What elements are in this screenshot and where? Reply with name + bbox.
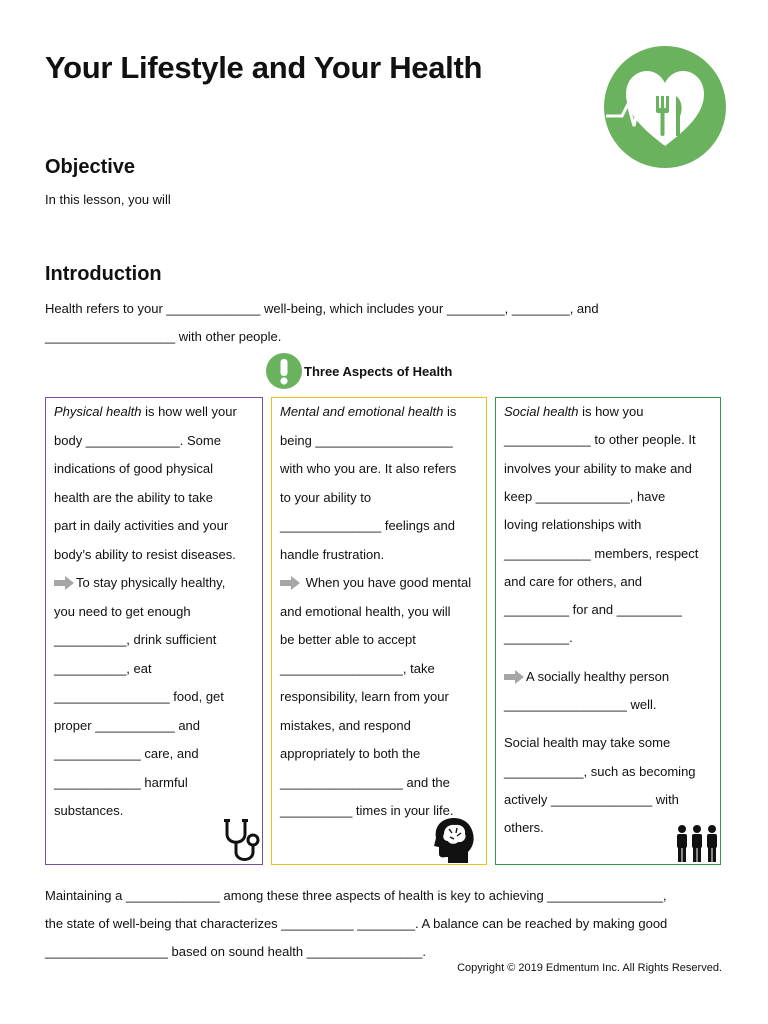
social-line-text: _________ for and _________ bbox=[504, 602, 682, 618]
mental-text-line bbox=[280, 460, 456, 478]
mental-line-text: responsibility, learn from your bbox=[280, 689, 449, 704]
social-text-line bbox=[504, 431, 696, 449]
physical-text-line bbox=[54, 660, 152, 678]
physical-text-line bbox=[54, 403, 237, 421]
conclusion-line-1: Maintaining a _____________ among these three aspects of health is key to achieving ________________, bbox=[45, 888, 667, 903]
mental-text-line bbox=[280, 802, 453, 820]
heart-utensils-pulse-icon bbox=[604, 46, 726, 168]
arrow-right-icon bbox=[280, 576, 300, 590]
social-text-line bbox=[504, 734, 670, 752]
mental-line-text: _________________, take bbox=[280, 660, 435, 676]
physical-text-line bbox=[54, 631, 216, 649]
social-health-box bbox=[495, 397, 721, 865]
physical-line-text: To stay physically healthy, bbox=[76, 575, 226, 590]
mental-line-text: with who you are. It also refers bbox=[280, 461, 457, 476]
physical-line-text: ________________ food, get bbox=[54, 689, 224, 704]
mental-text-line bbox=[280, 489, 371, 507]
social-text-line bbox=[504, 819, 544, 837]
physical-text-line bbox=[54, 688, 224, 706]
social-line-text: and care for others, and bbox=[504, 573, 643, 589]
mental-line-text: mistakes, and respond bbox=[280, 717, 411, 733]
social-line-text: _________________ well. bbox=[504, 697, 657, 712]
physical-text-line bbox=[54, 460, 213, 478]
mental-line-text: When you have good mental bbox=[302, 575, 472, 590]
mental-line-text: and emotional health, you will bbox=[280, 603, 451, 619]
physical-text-line bbox=[54, 802, 123, 820]
page-title: Your Lifestyle and Your Health bbox=[45, 50, 483, 85]
arrow-right-icon bbox=[504, 670, 524, 684]
social-line-text: _________. bbox=[504, 630, 573, 646]
mental-line-text: is bbox=[443, 404, 457, 419]
objective-heading: Objective bbox=[45, 156, 136, 178]
arrow-right-icon bbox=[54, 576, 74, 590]
social-line-text: others. bbox=[504, 820, 544, 836]
social-text-line bbox=[504, 403, 644, 421]
mental-text-line bbox=[280, 574, 471, 592]
physical-line-text: ____________ harmful bbox=[54, 774, 188, 790]
exclamation-circle-icon bbox=[266, 353, 302, 389]
mental-emotional-health-box bbox=[271, 397, 487, 865]
head-brain-icon bbox=[432, 816, 476, 864]
conclusion-line-3: _________________ based on sound health ________________. bbox=[45, 944, 426, 959]
social-text-line bbox=[504, 573, 642, 591]
mental-line-text: _________________ and the bbox=[280, 774, 450, 790]
social-text-line bbox=[504, 516, 641, 534]
physical-text-line bbox=[54, 745, 199, 763]
physical-line-text: you need to get enough bbox=[54, 603, 191, 619]
physical-line-text: indications of good physical bbox=[54, 461, 213, 476]
social-line-text: Social health may take some bbox=[504, 735, 671, 751]
social-line-text: is how you bbox=[578, 404, 644, 419]
mental-text-line bbox=[280, 432, 453, 450]
physical-line-text: proper ___________ and bbox=[54, 717, 201, 733]
introduction-line-2: __________________ with other people. bbox=[45, 329, 282, 344]
people-group-icon bbox=[674, 824, 720, 864]
physical-text-line bbox=[54, 774, 188, 792]
physical-line-text: is how well your bbox=[141, 404, 237, 419]
social-text-line bbox=[504, 629, 573, 647]
social-text-line bbox=[504, 460, 692, 478]
introduction-line-1: Health refers to your _____________ well-being, which includes your ________, ________, and bbox=[45, 301, 599, 316]
mental-text-line bbox=[280, 517, 455, 535]
mental-text-line bbox=[280, 688, 449, 706]
social-line-text: ____________ members, respect bbox=[504, 545, 699, 561]
mental-line-text: appropriately to both the bbox=[280, 746, 421, 761]
mental-text-line bbox=[280, 774, 450, 792]
social-text-line bbox=[504, 668, 669, 686]
physical-text-line bbox=[54, 432, 221, 450]
mental-text-line bbox=[280, 403, 456, 421]
physical-text-line bbox=[54, 546, 236, 564]
physical-text-line bbox=[54, 574, 225, 592]
copyright-notice: Copyright © 2019 Edmentum Inc. All Rights Reserved. bbox=[457, 962, 722, 974]
mental-text-line bbox=[280, 717, 411, 735]
physical-line-text: body _____________. Some bbox=[54, 432, 221, 448]
social-line-text: loving relationships with bbox=[504, 517, 642, 533]
social-line-text: ____________ to other people. It bbox=[504, 432, 696, 448]
mental-line-text: be better able to accept bbox=[280, 632, 416, 647]
social-text-line bbox=[504, 488, 665, 506]
physical-health-box bbox=[45, 397, 263, 865]
objective-text: In this lesson, you will bbox=[45, 192, 171, 207]
aspects-heading-label: Three Aspects of Health bbox=[304, 363, 453, 379]
mental-line-text: ______________ feelings and bbox=[280, 518, 455, 533]
physical-text-line bbox=[54, 489, 213, 507]
mental-text-line bbox=[280, 546, 384, 564]
conclusion-line-2: the state of well-being that characterizes __________ ________. A balance can be reached by making good bbox=[45, 916, 668, 931]
social-line-text: actively ______________ with bbox=[504, 791, 679, 807]
social-text-line bbox=[504, 545, 698, 563]
social-text-line bbox=[504, 696, 657, 714]
mental-line-text: __________ times in your life. bbox=[280, 803, 454, 818]
social-text-line bbox=[504, 601, 682, 619]
mental-text-line bbox=[280, 631, 416, 649]
mental-text-line bbox=[280, 745, 420, 763]
introduction-heading: Introduction bbox=[45, 263, 162, 285]
mental-text-line bbox=[280, 603, 451, 621]
physical-line-text: __________, eat bbox=[54, 660, 152, 676]
physical-text-line bbox=[54, 517, 228, 535]
social-line-text: involves your ability to make and bbox=[504, 460, 692, 476]
physical-text-line bbox=[54, 603, 191, 621]
social-line-text: ___________, such as becoming bbox=[504, 763, 696, 779]
physical-term: Physical health bbox=[54, 404, 142, 419]
mental-line-text: being ___________________ bbox=[280, 432, 453, 448]
social-line-text: A socially healthy person bbox=[526, 668, 670, 684]
social-term: Social health bbox=[504, 404, 579, 419]
mental-text-line bbox=[280, 660, 435, 678]
aspects-heading bbox=[266, 352, 452, 390]
physical-text-line bbox=[54, 717, 200, 735]
stethoscope-icon bbox=[219, 818, 261, 864]
social-text-line bbox=[504, 763, 696, 781]
physical-line-text: body’s ability to resist diseases. bbox=[54, 546, 236, 562]
mental-line-text: handle frustration. bbox=[280, 546, 385, 562]
physical-line-text: part in daily activities and your bbox=[54, 518, 229, 533]
social-line-text: keep _____________, have bbox=[504, 488, 666, 504]
physical-line-text: health are the ability to take bbox=[54, 489, 213, 505]
physical-line-text: ____________ care, and bbox=[54, 746, 199, 761]
social-text-line bbox=[504, 791, 679, 809]
physical-line-text: substances. bbox=[54, 803, 124, 818]
mental-term: Mental and emotional health bbox=[280, 404, 444, 419]
physical-line-text: __________, drink sufficient bbox=[54, 632, 217, 647]
mental-line-text: to your ability to bbox=[280, 489, 372, 505]
